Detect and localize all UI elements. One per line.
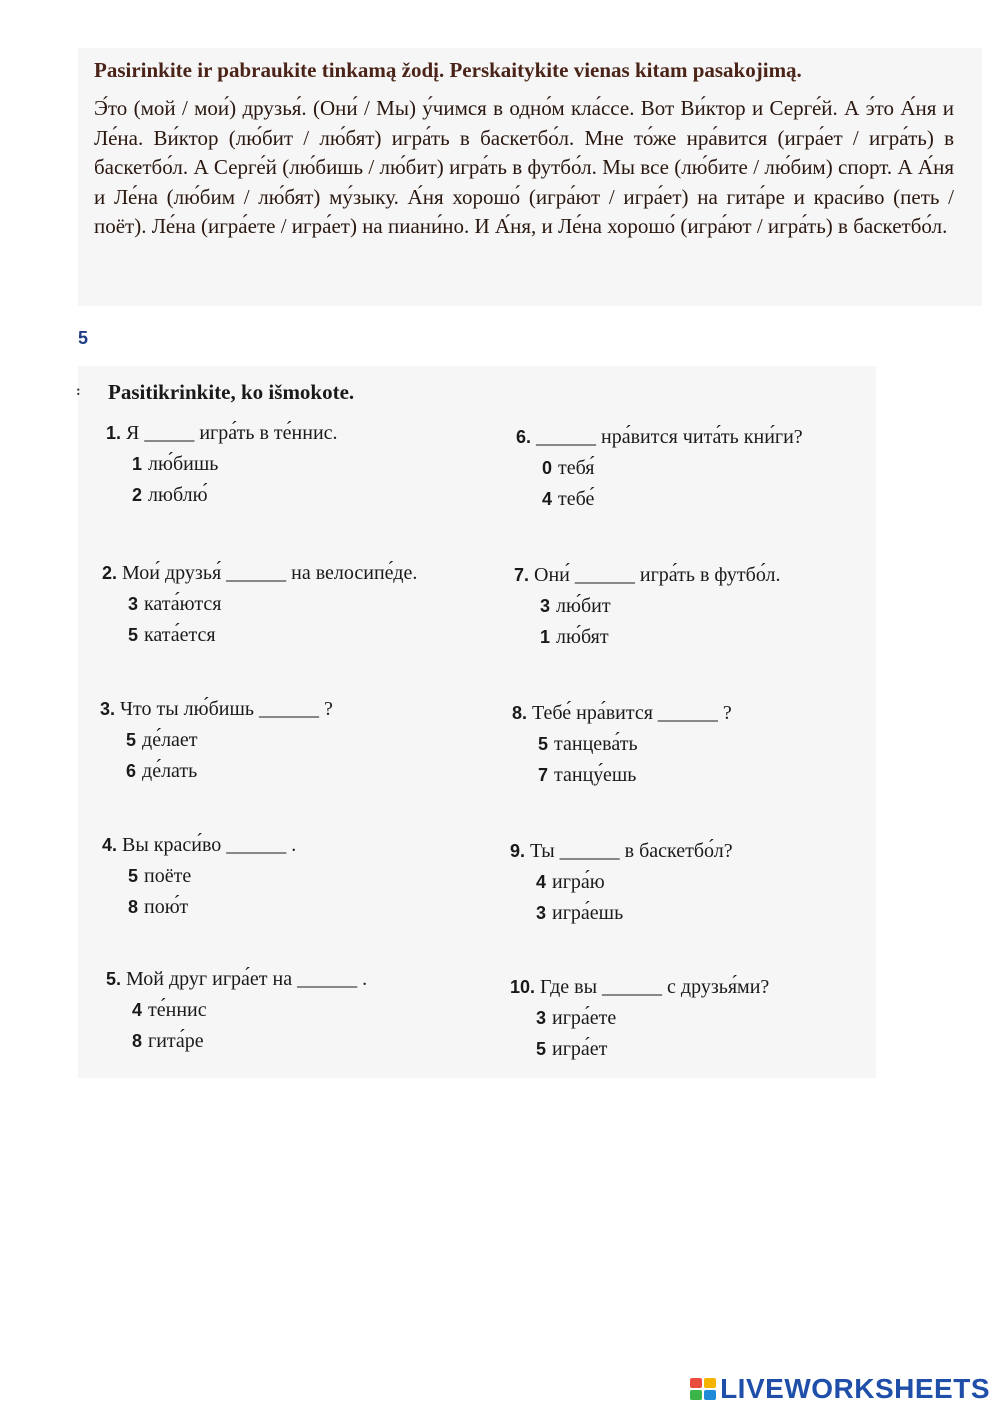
question-text: Вы краси́во ______ . xyxy=(122,834,297,856)
question-8 xyxy=(512,702,892,787)
logo-tile xyxy=(690,1390,702,1400)
answer-option[interactable] xyxy=(126,729,480,752)
option-text: те́ннис xyxy=(148,999,207,1021)
question-6 xyxy=(516,426,896,511)
answer-option[interactable] xyxy=(126,760,480,783)
question-number: 10. xyxy=(510,977,536,997)
option-text: поёте xyxy=(144,865,192,887)
answer-option[interactable] xyxy=(132,484,486,507)
question-text: ______ нра́вится чита́ть кни́ги? xyxy=(536,426,803,448)
option-number: 5 xyxy=(536,1039,547,1059)
answer-option[interactable] xyxy=(542,457,896,480)
question-line xyxy=(106,422,486,445)
answer-option[interactable] xyxy=(128,865,482,888)
option-number: 1 xyxy=(132,454,143,474)
question-text: Они́ ______ игра́ть в футбо́л. xyxy=(534,564,781,586)
logo-tile xyxy=(690,1378,702,1388)
liveworksheets-logo-icon xyxy=(690,1378,716,1400)
answer-option[interactable] xyxy=(538,764,892,787)
option-number: 5 xyxy=(128,866,139,886)
story-exercise xyxy=(78,48,982,306)
option-text: де́лает xyxy=(142,729,198,751)
option-text: люблю́ xyxy=(148,484,208,506)
story-text: Э́то (мой / мои́) друзья́. (Они́ / Мы) у́чимся в одно́м кла́ссе. Вот Ви́ктор и Серге́й. А э́то А́ня и Ле́на. Ви́ктор (лю́бит / лю́бят) игра́ть в баскетбо́л. Мне то́же нра́вится (игра́ет / игра́ть) в баскетбо́л. А Серге́й (лю́бишь / лю́бит) игра́ть в футбо́л. Мы все (лю́бите / лю́бим) спорт. А А́ня и Ле́на (лю́бим / лю́бят) му́зыку. А́ня хорошо́ (игра́ют / игра́ет) на гита́ре и краси́во (петь / поёт). Ле́на (игра́ете / игра́ет) на пиани́но. И А́ня, и Ле́на хорошо́ (игра́ют / игра́ть) в баскетбо́л. xyxy=(94,96,954,238)
option-number: 2 xyxy=(132,485,143,505)
quiz-mark: : xyxy=(76,384,81,399)
question-number: 1. xyxy=(106,423,122,443)
question-text: Тебе́ нра́вится ______ ? xyxy=(532,702,732,724)
question-line xyxy=(106,968,486,991)
question-number: 3. xyxy=(100,699,116,719)
question-number: 6. xyxy=(516,427,532,447)
question-line xyxy=(510,976,890,999)
question-line xyxy=(100,698,480,721)
option-number: 4 xyxy=(536,872,547,892)
story-heading: Pasirinkite ir pabraukite tinkamą žodį. Perskaitykite vienas kitam pasakojimą. xyxy=(94,58,802,82)
option-number: 3 xyxy=(536,903,547,923)
question-line xyxy=(514,564,894,587)
option-number: 0 xyxy=(542,458,553,478)
answer-option[interactable] xyxy=(536,1007,890,1030)
question-line xyxy=(102,562,482,585)
question-text: Я _____ игра́ть в те́ннис. xyxy=(126,422,338,444)
option-text: танцу́ешь xyxy=(554,764,637,786)
option-text: танцева́ть xyxy=(554,733,638,755)
option-text: де́лать xyxy=(142,760,198,782)
option-text: игра́ешь xyxy=(552,902,624,924)
option-text: игра́ете xyxy=(552,1007,617,1029)
option-text: тебя́ xyxy=(558,457,595,479)
option-text: ката́ется xyxy=(144,624,216,646)
option-number: 8 xyxy=(132,1031,143,1051)
answer-option[interactable] xyxy=(128,624,482,647)
answer-option[interactable] xyxy=(542,488,896,511)
question-2 xyxy=(102,562,482,647)
option-number: 7 xyxy=(538,765,549,785)
option-number: 3 xyxy=(540,596,551,616)
question-3 xyxy=(100,698,480,783)
question-number: 9. xyxy=(510,841,526,861)
question-5 xyxy=(106,968,486,1053)
option-text: лю́бят xyxy=(556,626,609,648)
question-9 xyxy=(510,840,890,925)
option-number: 6 xyxy=(126,761,137,781)
question-text: Ты ______ в баскетбо́л? xyxy=(530,840,733,862)
answer-option[interactable] xyxy=(538,733,892,756)
option-text: пою́т xyxy=(144,896,189,918)
option-number: 1 xyxy=(540,627,551,647)
option-text: тебе́ xyxy=(558,488,595,510)
quiz-exercise xyxy=(78,366,876,1078)
question-line xyxy=(516,426,896,449)
logo-tile xyxy=(704,1390,716,1400)
answer-option[interactable] xyxy=(536,902,890,925)
option-number: 4 xyxy=(132,1000,143,1020)
question-line xyxy=(510,840,890,863)
question-1 xyxy=(106,422,486,507)
option-text: игра́ю xyxy=(552,871,605,893)
answer-option[interactable] xyxy=(132,453,486,476)
option-number: 4 xyxy=(542,489,553,509)
question-number: 7. xyxy=(514,565,530,585)
question-text: Что ты лю́бишь ______ ? xyxy=(120,698,333,720)
answer-option[interactable] xyxy=(132,1030,486,1053)
quiz-heading: Pasitikrinkite, ko išmokote. xyxy=(108,380,355,404)
liveworksheets-logo[interactable] xyxy=(690,1373,990,1405)
option-text: гита́ре xyxy=(148,1030,204,1052)
option-text: ката́ются xyxy=(144,593,222,615)
question-text: Мой друг игра́ет на ______ . xyxy=(126,968,368,990)
question-line xyxy=(512,702,892,725)
logo-tile xyxy=(704,1378,716,1388)
answer-option[interactable] xyxy=(540,595,894,618)
answer-option[interactable] xyxy=(536,1038,890,1061)
option-number: 3 xyxy=(128,594,139,614)
question-text: Мои́ друзья́ ______ на велосипе́де. xyxy=(122,562,418,584)
answer-option[interactable] xyxy=(540,626,894,649)
answer-option[interactable] xyxy=(132,999,486,1022)
question-number: 8. xyxy=(512,703,528,723)
option-text: лю́бишь xyxy=(148,453,219,475)
logo-wordmark: LIVEWORKSHEETS xyxy=(720,1373,990,1404)
option-number: 3 xyxy=(536,1008,547,1028)
option-number: 5 xyxy=(128,625,139,645)
question-line xyxy=(102,834,482,857)
question-7 xyxy=(514,564,894,649)
question-number: 5. xyxy=(106,969,122,989)
option-number: 5 xyxy=(126,730,137,750)
question-10 xyxy=(510,976,890,1061)
question-4 xyxy=(102,834,482,919)
answer-option[interactable] xyxy=(128,593,482,616)
section-number: 5 xyxy=(78,328,89,348)
answer-option[interactable] xyxy=(128,896,482,919)
option-text: игра́ет xyxy=(552,1038,608,1060)
option-text: лю́бит xyxy=(556,595,611,617)
question-number: 2. xyxy=(102,563,118,583)
option-number: 8 xyxy=(128,897,139,917)
question-number: 4. xyxy=(102,835,118,855)
answer-option[interactable] xyxy=(536,871,890,894)
option-number: 5 xyxy=(538,734,549,754)
question-text: Где вы ______ с друзья́ми? xyxy=(540,976,770,998)
